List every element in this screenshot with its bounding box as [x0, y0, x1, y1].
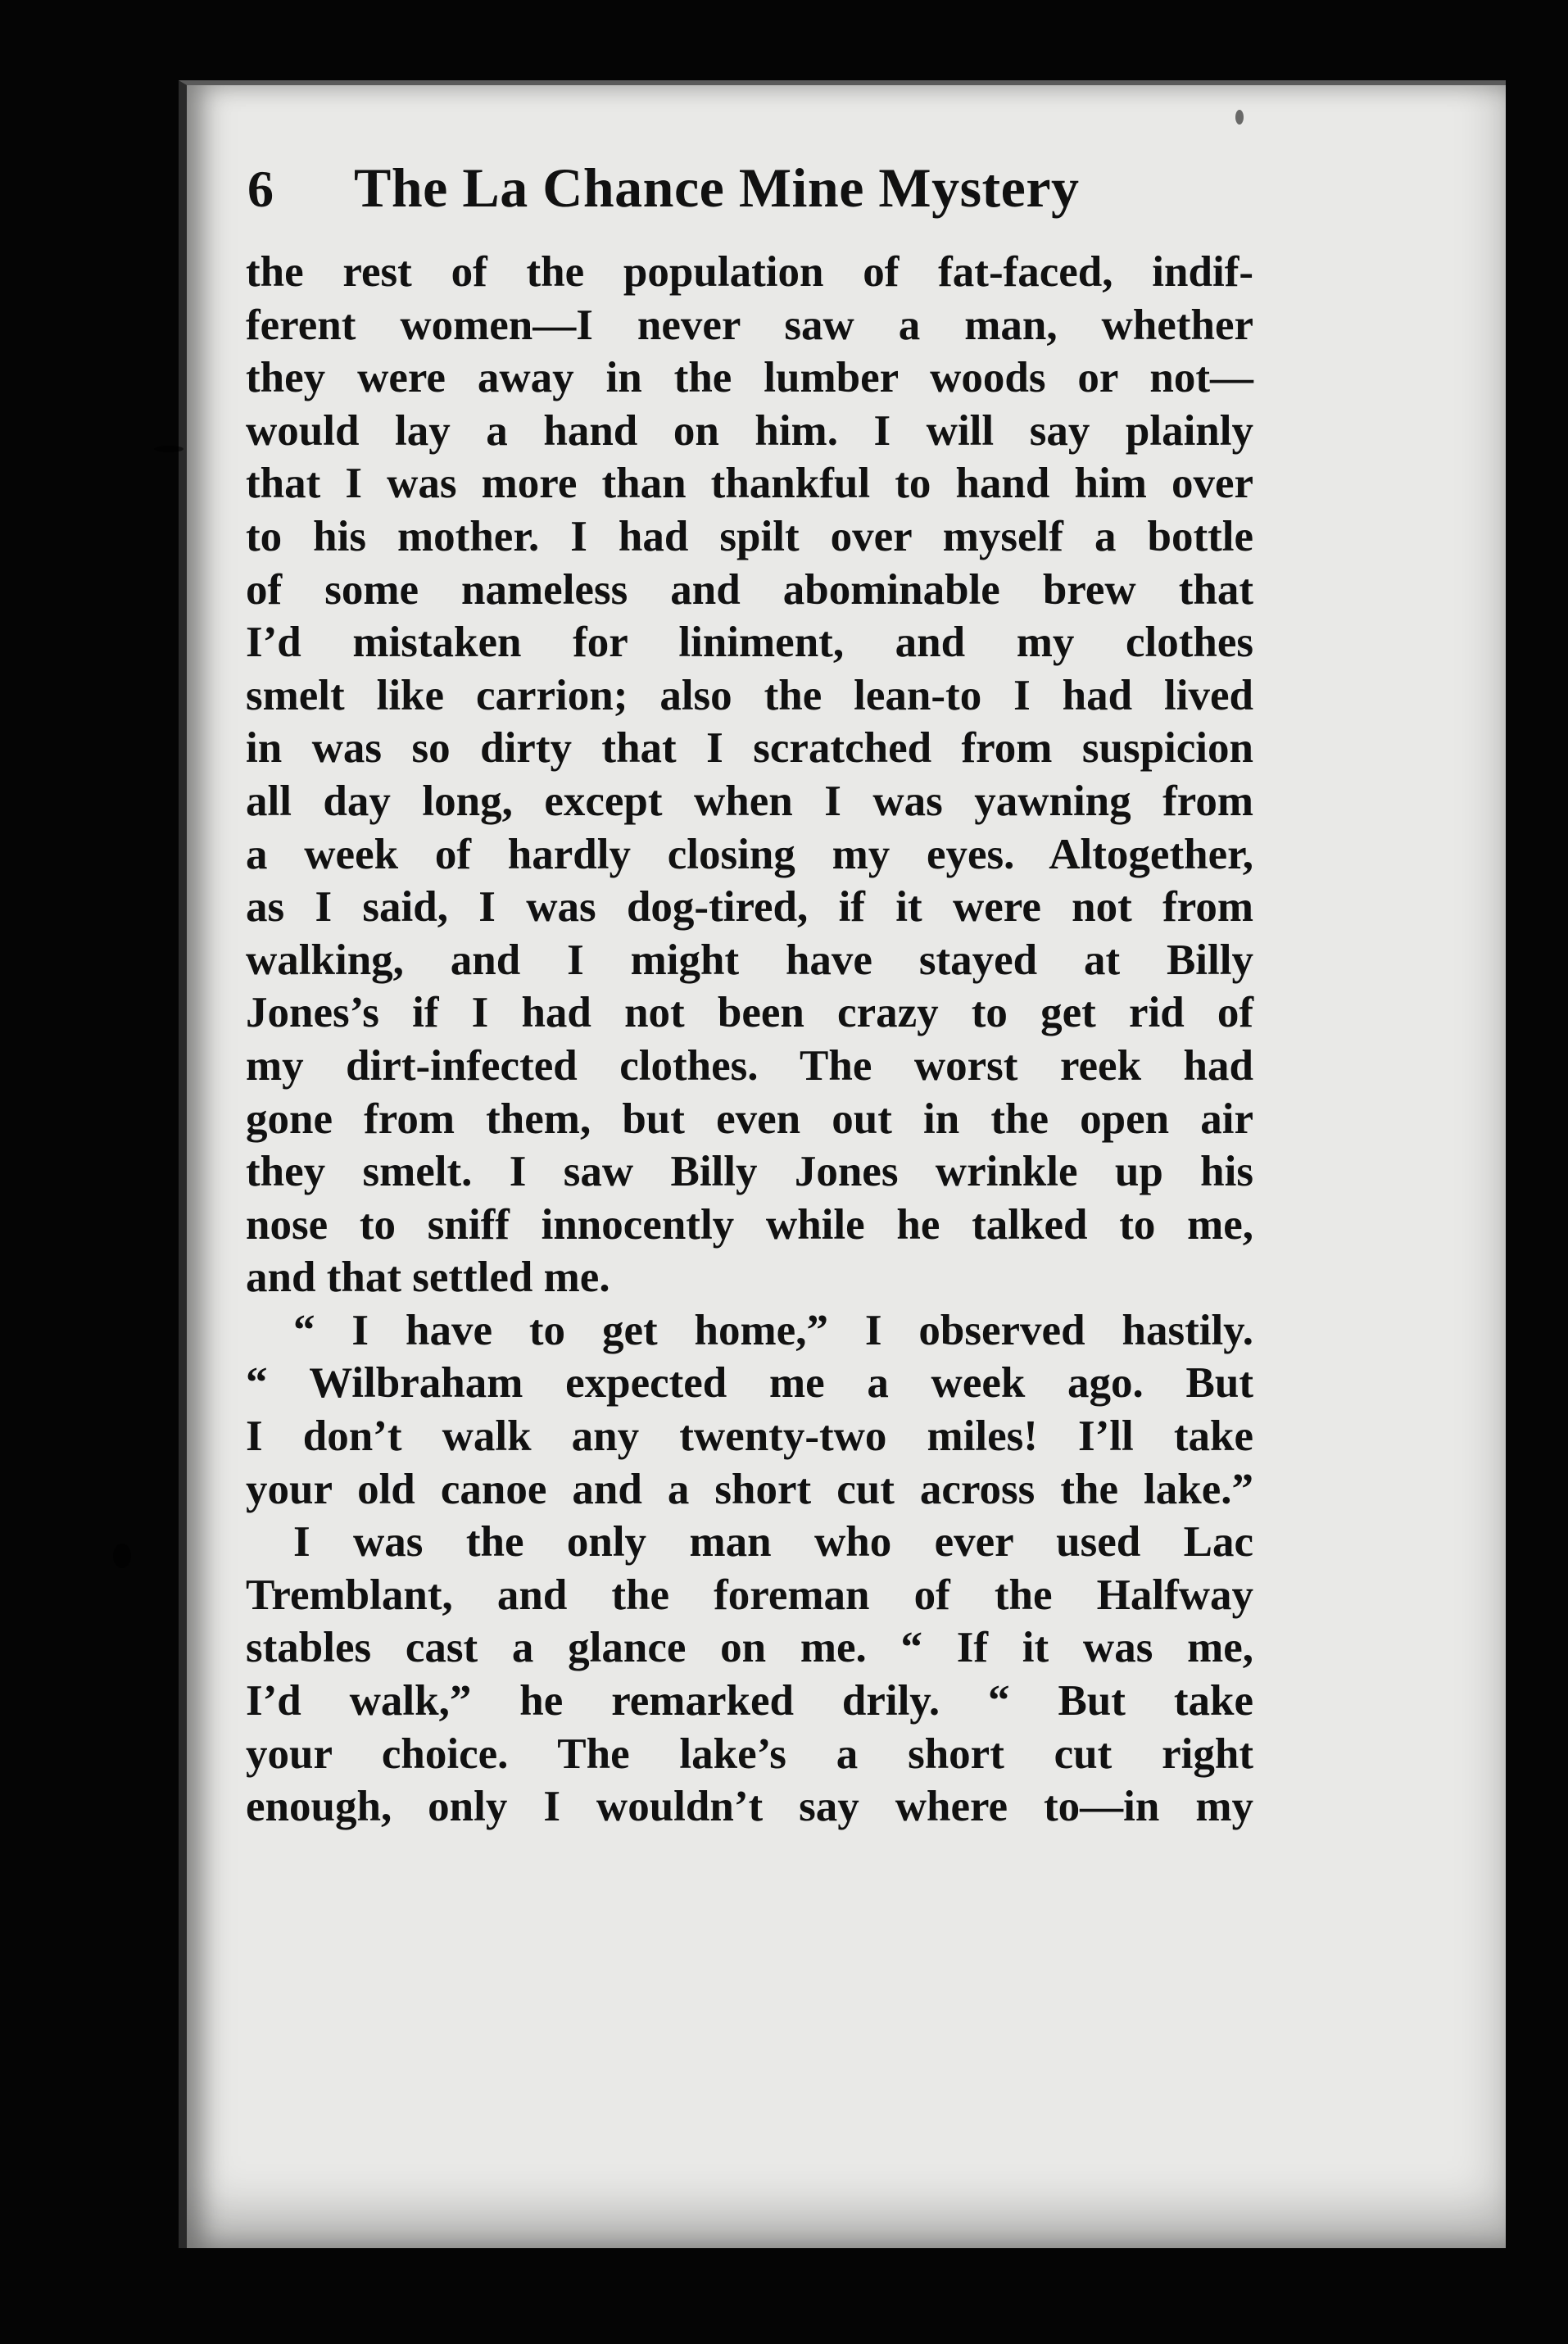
- ink-smudge: [1235, 110, 1244, 125]
- text-line: walking, and I might have stayed at Billy: [246, 936, 1253, 984]
- text-line: Jones’s if I had not been crazy to get rid of: [246, 989, 1253, 1037]
- text-line: “ Wilbraham expected me a week ago. But: [246, 1359, 1253, 1408]
- text-line: all day long, except when I was yawning from: [246, 777, 1253, 825]
- body-text: [246, 246, 1253, 1834]
- text-line: they smelt. I saw Billy Jones wrinkle up his: [246, 1148, 1253, 1196]
- text-line: my dirt-infected clothes. The worst reek had: [246, 1041, 1253, 1090]
- text-line: I don’t walk any twenty-two miles! I’ll take: [246, 1412, 1253, 1461]
- text-line: gone from them, but even out in the open air: [246, 1095, 1253, 1143]
- text-line: I’d mistaken for liniment, and my clothes: [246, 619, 1253, 667]
- text-line: your choice. The lake’s a short cut right: [246, 1730, 1253, 1778]
- text-line: stables cast a glance on me. “ If it was me,: [246, 1624, 1253, 1672]
- text-line: ferent women—I never saw a man, whether: [246, 301, 1253, 349]
- text-line: they were away in the lumber woods or not—: [246, 354, 1253, 402]
- page-text-block: [246, 156, 1253, 1834]
- text-line: in was so dirty that I scratched from suspicion: [246, 724, 1253, 773]
- text-line: would lay a hand on him. I will say plainly: [246, 406, 1253, 455]
- running-title: The La Chance Mine Mystery: [354, 156, 1080, 219]
- text-line: I’d walk,” he remarked drily. “ But take: [246, 1677, 1253, 1725]
- running-head: [247, 156, 1253, 246]
- text-line: I was the only man who ever used Lac: [293, 1518, 1253, 1566]
- text-line: and that settled me.: [246, 1254, 610, 1302]
- text-line: that I was more than thankful to hand him over: [246, 460, 1253, 508]
- ink-smudge: [154, 446, 184, 452]
- ink-smudge: [113, 1544, 131, 1568]
- text-line: Tremblant, and the foreman of the Halfway: [246, 1571, 1253, 1619]
- text-line: enough, only I wouldn’t say where to—in my: [246, 1783, 1253, 1831]
- text-line: to his mother. I had spilt over myself a bottle: [246, 512, 1253, 560]
- text-line: a week of hardly closing my eyes. Altogether,: [246, 830, 1253, 878]
- text-line: as I said, I was dog-tired, if it were not from: [246, 883, 1253, 932]
- text-line: “ I have to get home,” I observed hastily.: [293, 1306, 1253, 1354]
- text-line: of some nameless and abominable brew that: [246, 565, 1253, 614]
- page-number: 6: [247, 160, 274, 218]
- text-line: smelt like carrion; also the lean-to I had lived: [246, 671, 1253, 719]
- text-line: the rest of the population of fat-faced, indif-: [246, 248, 1253, 296]
- text-line: nose to sniff innocently while he talked to me,: [246, 1200, 1253, 1249]
- text-line: your old canoe and a short cut across the lake.”: [246, 1465, 1253, 1513]
